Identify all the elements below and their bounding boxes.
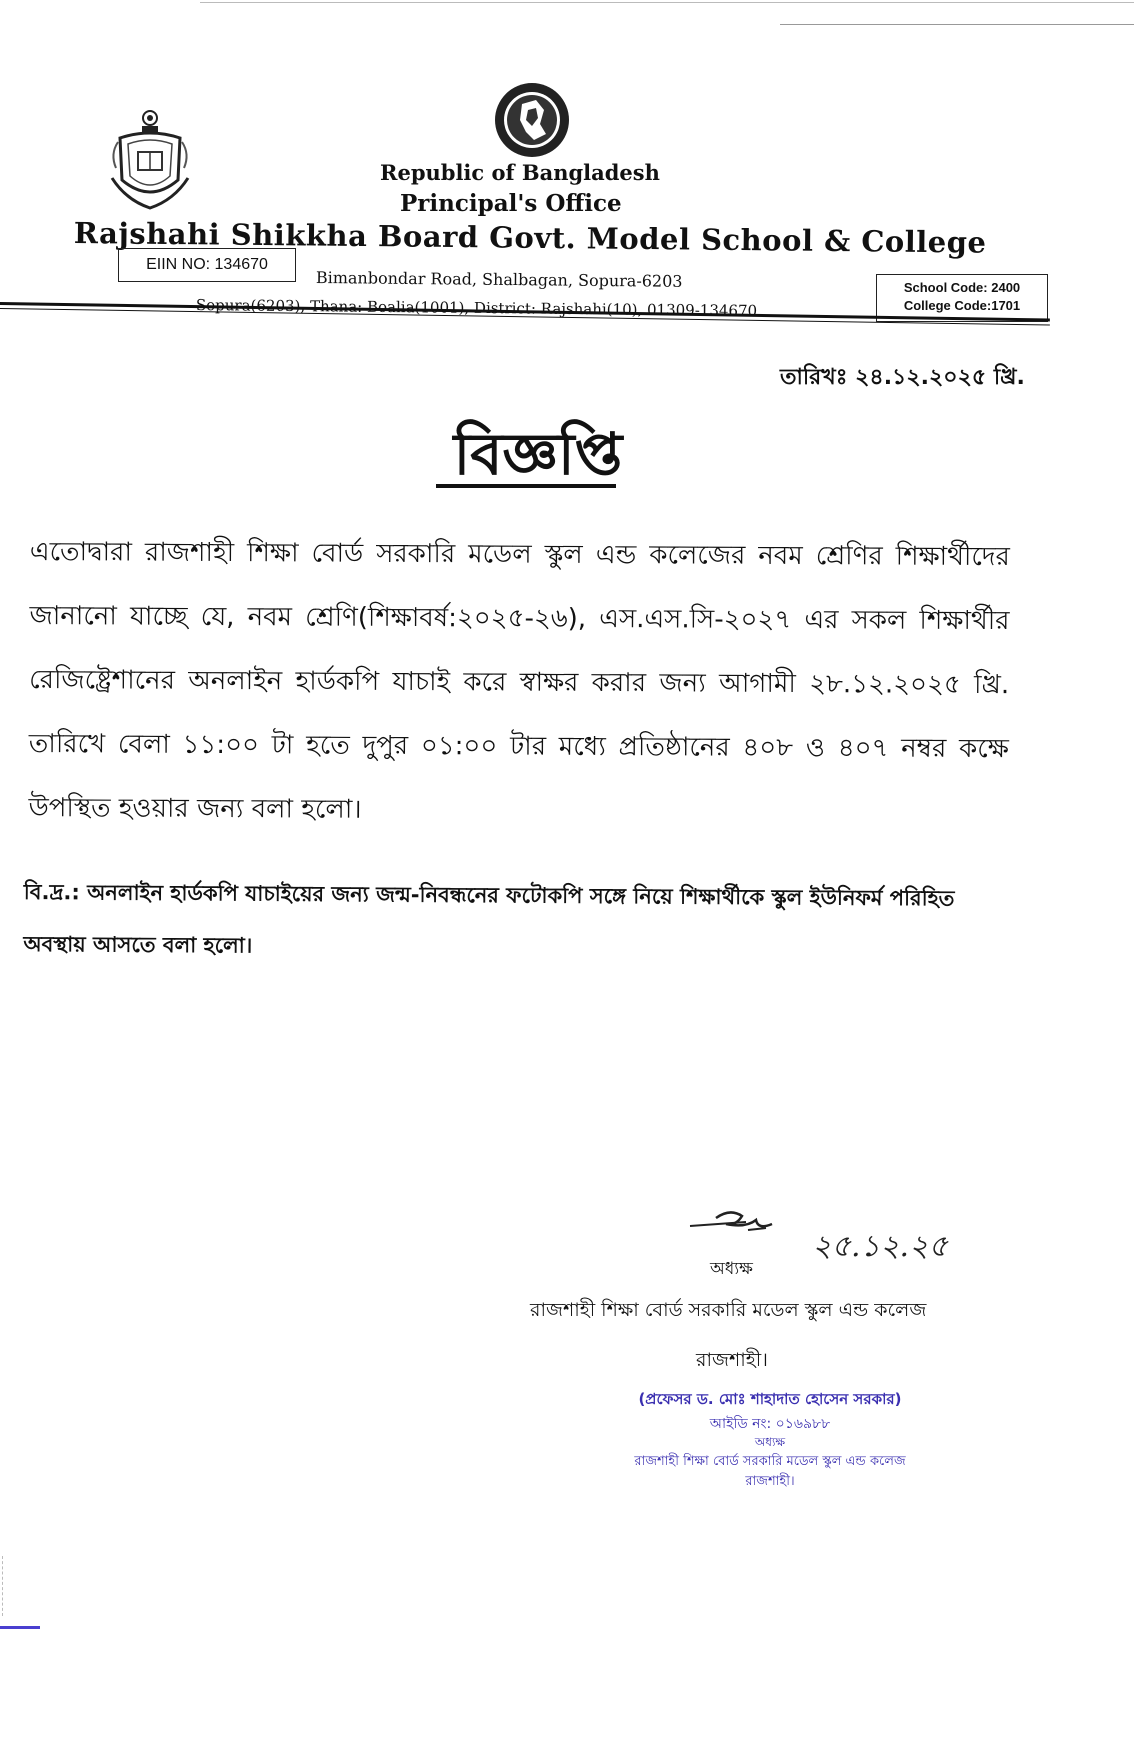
notice-body: এতোদ্বারা রাজশাহী শিক্ষা বোর্ড সরকারি মডেল স্কুল এন্ড কলেজের নবম শ্রেণির শিক্ষার্থীদের জানানো যাচ্ছে যে, নবম শ্রেণি(শিক্ষাবর্ষ:২০২৫-২৬), এস.এস.সি-২০২৭ এর সকল শিক্ষার্থীর রেজিষ্ট্রেশানের অনলাইন হার্ডকপি যাচাই করে স্বাক্ষর করার জন্য আগামী ২৮.১২.২০২৫ খ্রি. তারিখে বেলা ১১:০০ টা হতে দুপুর ০১:০০ টার মধ্যে প্রতিষ্ঠানের ৪০৮ ও ৪০৭ নম্বর কক্ষে উপস্থিত হওয়ার জন্য বলা হলো।: [28, 536, 1010, 825]
scan-edge-mark: [0, 1626, 40, 1629]
government-seal-icon: [484, 80, 580, 160]
scan-edge-line: [780, 24, 1134, 25]
handwritten-signature-icon: [686, 1204, 806, 1244]
institution-codes: [876, 274, 1048, 322]
stamp-city: রাজশাহী।: [745, 1474, 795, 1489]
stamp-id: আইডি নং: ০১৬৯৮৮: [709, 1416, 831, 1432]
stamp-role: অধ্যক্ষ: [754, 1435, 786, 1449]
eiin-number: EIIN NO: 134670: [118, 248, 296, 282]
signatory-role: অধ্যক্ষ: [710, 1259, 753, 1279]
school-code: School Code: 2400: [903, 280, 1021, 295]
header-republic: Republic of Bangladesh: [380, 160, 660, 185]
stamp-name: (প্রফেসর ড. মোঃ শাহাদাত হোসেন সরকার): [638, 1390, 902, 1408]
address-line-2: Sopura(6203), Thana: Boalia(1001), District: Rajshahi(10), 01309-134670: [195, 296, 758, 320]
signatory-city: রাজশাহী।: [696, 1349, 768, 1371]
notice-title: বিজ্ঞপ্তি: [453, 420, 623, 488]
header-institution: Rajshahi Shikkha Board Govt. Model School & College: [73, 216, 987, 260]
signatory-institution: রাজশাহী শিক্ষা বোর্ড সরকারি মডেল স্কুল এন্ড কলেজ: [530, 1299, 927, 1321]
stamp-institution: রাজশাহী শিক্ষা বোর্ড সরকারি মডেল স্কুল এন্ড কলেজ: [634, 1454, 906, 1469]
notice-note: বি.দ্র.: অনলাইন হার্ডকপি যাচাইয়ের জন্য জন্ম-নিবন্ধনের ফটোকপি সঙ্গে নিয়ে শিক্ষার্থীকে স্কুল ইউনিফর্ম পরিহিত অবস্থায় আসতে বলা হলো।: [23, 879, 955, 958]
college-code: College Code:1701: [903, 298, 1021, 313]
scan-edge-mark: [2, 1556, 5, 1616]
handwritten-date: ২৫.১২.২৫: [812, 1229, 948, 1264]
header-office: Principal's Office: [400, 190, 622, 217]
scan-edge-line: [200, 2, 1134, 3]
address-line-1: Bimanbondar Road, Shalbagan, Sopura-6203: [315, 268, 683, 291]
school-crest-icon: [106, 108, 194, 218]
title-underline: [436, 484, 616, 488]
notice-date: তারিখঃ ২৪.১২.২০২৫ খ্রি.: [780, 365, 1025, 390]
